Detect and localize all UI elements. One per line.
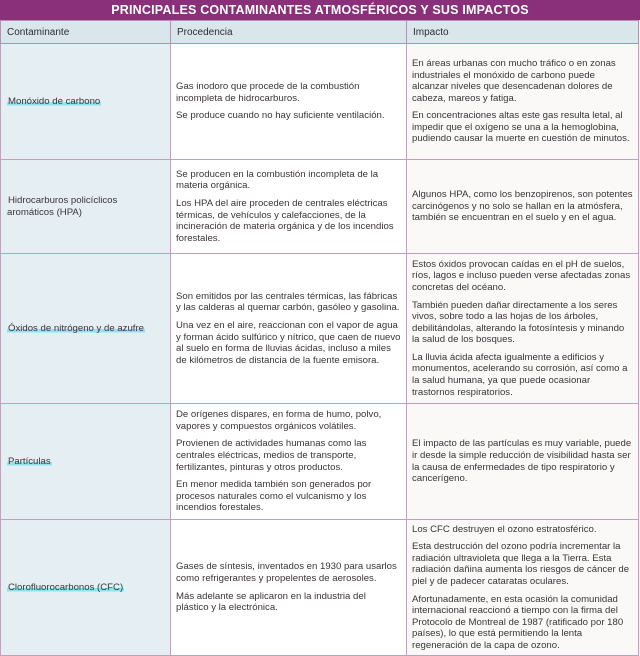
procedencia-text: En menor medida también son generados por procesos naturales como el vulcanismo y los incendios forestales. — [176, 479, 372, 514]
procedencia-text: Se produce cuando no hay suficiente ventilación. — [176, 110, 385, 122]
procedencia-cell — [171, 404, 407, 520]
procedencia-cell — [171, 44, 407, 160]
impacto-cell — [407, 404, 639, 520]
table-title: PRINCIPALES CONTAMINANTES ATMOSFÉRICOS Y SUS IMPACTOS — [0, 0, 640, 20]
pollutant-name: Partículas — [8, 455, 51, 467]
header-impacto: Impacto — [407, 21, 639, 44]
table-row — [1, 160, 639, 254]
pollutant-name-cell — [1, 404, 171, 520]
impacto-text: En áreas urbanas con mucho tráfico o en zonas industriales el monóxido de carbono puede alcanzar niveles que desencadenan dolores de cabeza, mareos y fatiga. — [412, 57, 616, 104]
impacto-text: Los CFC destruyen el ozono estratosférico. — [412, 523, 597, 535]
impacto-text: En concentraciones altas este gas resulta letal, al impedir que el oxígeno se una a la hemoglobina, pudiendo causar la muerte en cuestión de minutos. — [412, 110, 630, 145]
procedencia-text: Son emitidos por las centrales térmicas, las fábricas y las calderas al quemar carbón, gasóleo y gasolina. — [176, 290, 400, 314]
table-row — [1, 404, 639, 520]
pollutant-name-cell — [1, 520, 171, 656]
procedencia-text: Los HPA del aire proceden de centrales eléctricas térmicas, de vehículos y calefacciones, de la incineración de materia orgánica y de los incendios forestales. — [176, 197, 394, 244]
header-procedencia: Procedencia — [171, 21, 407, 44]
table-row — [1, 520, 639, 656]
pollutant-name: Clorofluorocarbonos (CFC) — [8, 581, 124, 593]
procedencia-text: De orígenes dispares, en forma de humo, polvo, vapores y compuestos orgánicos volátiles. — [176, 409, 382, 432]
procedencia-text: Gases de síntesis, inventados en 1930 para usarlos como refrigerantes y propelentes de aerosoles. — [176, 561, 397, 584]
impacto-text: Esta destrucción del ozono podría incrementar la radiación ultravioleta que llega a la Tierra. Esta radiación dañina aumenta los riesgos de cáncer de piel y de padecer cataratas oculares. — [412, 541, 630, 587]
procedencia-text: Provienen de actividades humanas como las centrales eléctricas, medios de transporte, fertilizantes, pinturas y otros productos. — [176, 438, 367, 473]
impacto-text: También pueden dañar directamente a los seres vivos, sobre todo a las hojas de los árboles, debilitándolas, alterando la fotosíntesis y minando la salud de los bosques. — [412, 299, 625, 346]
procedencia-text: Más adelante se aplicaron en la industria del plástico y la electrónica. — [176, 590, 366, 614]
table-row — [1, 254, 639, 404]
header-row — [1, 21, 639, 44]
procedencia-text: Se producen en la combustión incompleta de la materia orgánica. — [176, 168, 379, 192]
procedencia-cell — [171, 520, 407, 656]
pollutant-name: Monóxido de carbono — [8, 95, 101, 107]
impacto-cell — [407, 44, 639, 160]
impacto-cell — [407, 520, 639, 656]
impacto-text: Algunos HPA, como los benzopirenos, son potentes carcinógenos y no solo se hallan en la atmósfera, también se encuentran en el suelo y en el agua. — [412, 189, 633, 224]
procedencia-text: Gas inodoro que procede de la combustión incompleta de hidrocarburos. — [176, 81, 360, 104]
table-row — [1, 44, 639, 160]
impacto-text: La lluvia ácida afecta igualmente a edificios y monumentos, acelerando su corrosión, así como a la salud humana, ya que puede ocasionar trastornos respiratorios. — [412, 351, 628, 398]
impacto-text: El impacto de las partículas es muy variable, puede ir desde la simple reducción de visibilidad hasta ser la causa de enfermedades de tipo respiratorio y cancerígeno. — [412, 438, 632, 485]
header-contaminante: Contaminante — [1, 21, 171, 44]
pollutant-name-cell — [1, 160, 171, 254]
procedencia-cell — [171, 254, 407, 404]
procedencia-text: Una vez en el aire, reaccionan con el vapor de agua y forman ácido sulfúrico y nítrico, que caen de nuevo al suelo en forma de lluvias ácidas, incluso a miles de kilómetros de distancia de la fuente emisora. — [176, 319, 401, 366]
pollutant-name: Óxidos de nitrógeno y de azufre — [8, 322, 144, 334]
impacto-text: Afortunadamente, en esta ocasión la comunidad internacional reaccionó a tiempo con la firma del Protocolo de Montreal de 1987 (ratificado por 180 países), lo que está permitiendo la lenta regeneración de la capa de ozono. — [412, 593, 624, 651]
impacto-cell — [407, 160, 639, 254]
impacto-text: Estos óxidos provocan caídas en el pH de suelos, ríos, lagos e incluso pueden verse afectadas zonas concretas del océano. — [412, 258, 631, 293]
pollutants-table — [0, 20, 639, 656]
impacto-cell — [407, 254, 639, 404]
procedencia-cell — [171, 160, 407, 254]
pollutant-name: Hidrocarburos policíclicos aromáticos (HPA) — [7, 194, 118, 218]
pollutant-name-cell — [1, 254, 171, 404]
pollutant-name-cell — [1, 44, 171, 160]
